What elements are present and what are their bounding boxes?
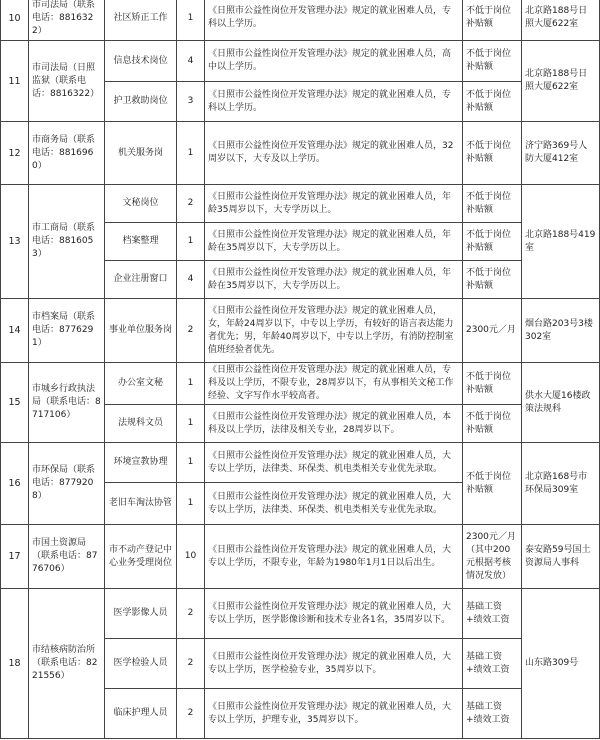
address-cell: 北京路188号419室	[522, 185, 600, 299]
count-cell: 2	[177, 299, 205, 363]
unit-cell: 市国土资源局（联系电话：8776706）	[29, 525, 105, 589]
pay-cell: 基础工资+绩效工资	[463, 589, 522, 639]
table-row	[1, 363, 600, 405]
requirement-cell: 《日照市公益性岗位开发管理办法》规定的就业困难人员，大专以上学历，法律类、环保类、机电类相关专业优先录取。	[205, 483, 463, 525]
requirement-cell: 《日照市公益性岗位开发管理办法》规定的就业困难人员，大专以上学历，不限专业，年龄为1980年1月1日以后出生。	[205, 525, 463, 589]
table-row	[1, 185, 600, 223]
pay-cell: 不低于岗位补贴额	[463, 122, 522, 185]
table-row	[1, 122, 600, 185]
requirement-cell: 《日照市公益性岗位开发管理办法》规定的就业困难人员，本科及以上学历，法律及相关专业，28周岁以下。	[205, 405, 463, 443]
post-cell: 事业单位服务岗	[105, 299, 177, 363]
unit-cell: 市司法局（联系电话：8816322）	[29, 0, 105, 41]
unit-cell: 市工商局（联系电话：8816053）	[29, 185, 105, 299]
row-number: 17	[1, 525, 29, 589]
row-number: 13	[1, 185, 29, 299]
unit-cell: 市商务局（联系电话：8816960）	[29, 122, 105, 185]
post-cell: 机关服务岗	[105, 122, 177, 185]
pay-cell: 基础工资+绩效工资	[463, 689, 522, 739]
address-cell: 供水大厦16楼政策法规科	[522, 363, 600, 443]
table-row	[1, 0, 600, 41]
count-cell: 1	[177, 405, 205, 443]
address-cell: 北京路168号市环保局309室	[522, 443, 600, 525]
requirement-cell: 《日照市公益性岗位开发管理办法》规定的就业困难人员，年龄35周岁以下，大专学历以上。	[205, 185, 463, 223]
requirement-cell: 《日照市公益性岗位开发管理办法》规定的就业困难人员，高中以上学历。	[205, 41, 463, 82]
row-number: 16	[1, 443, 29, 525]
post-cell: 办公室文秘	[105, 363, 177, 405]
requirement-cell: 《日照市公益性岗位开发管理办法》规定的就业困难人员，专科以上学历。	[205, 0, 463, 41]
post-cell: 医学检验人员	[105, 639, 177, 689]
pay-cell: 不低于岗位补贴额	[463, 261, 522, 299]
pay-cell: 2300元／月（其中200元根据考核情况发放）	[463, 525, 522, 589]
table-row	[1, 41, 600, 82]
row-number: 18	[1, 589, 29, 739]
count-cell: 1	[177, 0, 205, 41]
pay-cell: 不低于岗位补贴额	[463, 223, 522, 261]
pay-cell: 基础工资+绩效工资	[463, 639, 522, 689]
count-cell: 2	[177, 639, 205, 689]
count-cell: 3	[177, 82, 205, 122]
post-cell: 市不动产登记中心业务受理岗位	[105, 525, 177, 589]
pay-cell: 不低于岗位补贴额	[463, 363, 522, 405]
count-cell: 10	[177, 525, 205, 589]
requirement-cell: 《日照市公益性岗位开发管理办法》规定的就业困难人员，32周岁以下，大专及以上学历。	[205, 122, 463, 185]
requirement-cell: 《日照市公益性岗位开发管理办法》规定的就业困难人员，大专以上学历，护理专业，35周岁以下。	[205, 689, 463, 739]
post-cell: 信息技术岗位	[105, 41, 177, 82]
count-cell: 2	[177, 589, 205, 639]
count-cell: 1	[177, 122, 205, 185]
post-cell: 临床护理人员	[105, 689, 177, 739]
count-cell: 2	[177, 689, 205, 739]
post-cell: 护卫救助岗位	[105, 82, 177, 122]
row-number: 15	[1, 363, 29, 443]
pay-cell: 不低于岗位补贴额	[463, 0, 522, 41]
count-cell: 1	[177, 223, 205, 261]
post-cell: 企业注册窗口	[105, 261, 177, 299]
requirement-cell: 《日照市公益性岗位开发管理办法》规定的就业困难人员，专科以上学历。	[205, 82, 463, 122]
unit-cell: 市司法局（日照监狱（联系电话：8816322）	[29, 41, 105, 122]
table-row	[1, 299, 600, 363]
post-cell: 环境宣教协理	[105, 443, 177, 483]
requirement-cell: 《日照市公益性岗位开发管理办法》规定的就业困难人员，大专以上学历，法律类、环保类、机电类相关专业优先录取。	[205, 443, 463, 483]
table-row	[1, 589, 600, 639]
count-cell: 1	[177, 443, 205, 483]
unit-cell: 市结核病防治所（联系电话：8221556）	[29, 589, 105, 739]
address-cell: 山东路309号	[522, 589, 600, 739]
pay-cell: 不低于岗位补贴额	[463, 405, 522, 443]
address-cell: 济宁路369号人防大厦412室	[522, 122, 600, 185]
requirement-cell: 《日照市公益性岗位开发管理办法》规定的就业困难人员，专科及以上学历，不限专业，28周岁以下，有从事相关文秘工作经验、文字写作水平较高者。	[205, 363, 463, 405]
pay-cell: 不低于岗位补贴额	[463, 185, 522, 223]
post-cell: 老旧车淘汰协管	[105, 483, 177, 525]
requirement-cell: 《日照市公益性岗位开发管理办法》规定的就业困难人员，年龄在35周岁以下，大专学历以上。	[205, 261, 463, 299]
row-number: 14	[1, 299, 29, 363]
post-cell: 文秘岗位	[105, 185, 177, 223]
count-cell: 1	[177, 363, 205, 405]
post-cell: 档案整理	[105, 223, 177, 261]
count-cell: 2	[177, 185, 205, 223]
address-cell: 泰安路59号国土资源局人事科	[522, 525, 600, 589]
address-cell: 北京路188号日照大厦622室	[522, 41, 600, 122]
count-cell: 1	[177, 483, 205, 525]
requirement-cell: 《日照市公益性岗位开发管理办法》规定的就业困难人员，女，年龄24周岁以下，中专以上学历，有较好的语言表达能力者优先；男，年龄40周岁以下，中专以上学历，有消防控制室值班经验者优先。	[205, 299, 463, 363]
pay-cell: 不低于岗位补贴额	[463, 41, 522, 82]
table-row	[1, 443, 600, 483]
pay-cell: 2300元／月	[463, 299, 522, 363]
post-cell: 社区矫正工作	[105, 0, 177, 41]
requirement-cell: 《日照市公益性岗位开发管理办法》规定的就业困难人员，大专以上学历，医学检验专业，35周岁以下。	[205, 639, 463, 689]
row-number: 11	[1, 41, 29, 122]
row-number: 10	[1, 0, 29, 41]
row-number: 12	[1, 122, 29, 185]
requirement-cell: 《日照市公益性岗位开发管理办法》规定的就业困难人员，大专以上学历，医学影像诊断和技术专业各1名，35周岁以下。	[205, 589, 463, 639]
unit-cell: 市环保局（联系电话：8779208）	[29, 443, 105, 525]
address-cell: 北京路188号日照大厦622室	[522, 0, 600, 41]
pay-cell: 不低于岗位补贴额	[463, 82, 522, 122]
requirement-cell: 《日照市公益性岗位开发管理办法》规定的就业困难人员，年龄在35周岁以下，大专学历以上。	[205, 223, 463, 261]
post-cell: 法规科文员	[105, 405, 177, 443]
table-row	[1, 525, 600, 589]
post-cell: 医学影像人员	[105, 589, 177, 639]
unit-cell: 市城乡行政执法局（联系电话：8717106）	[29, 363, 105, 443]
count-cell: 4	[177, 261, 205, 299]
count-cell: 4	[177, 41, 205, 82]
unit-cell: 市档案局（联系电话：8776291）	[29, 299, 105, 363]
pay-cell: 不低于岗位补贴额	[463, 443, 522, 525]
address-cell: 烟台路203号3楼302室	[522, 299, 600, 363]
